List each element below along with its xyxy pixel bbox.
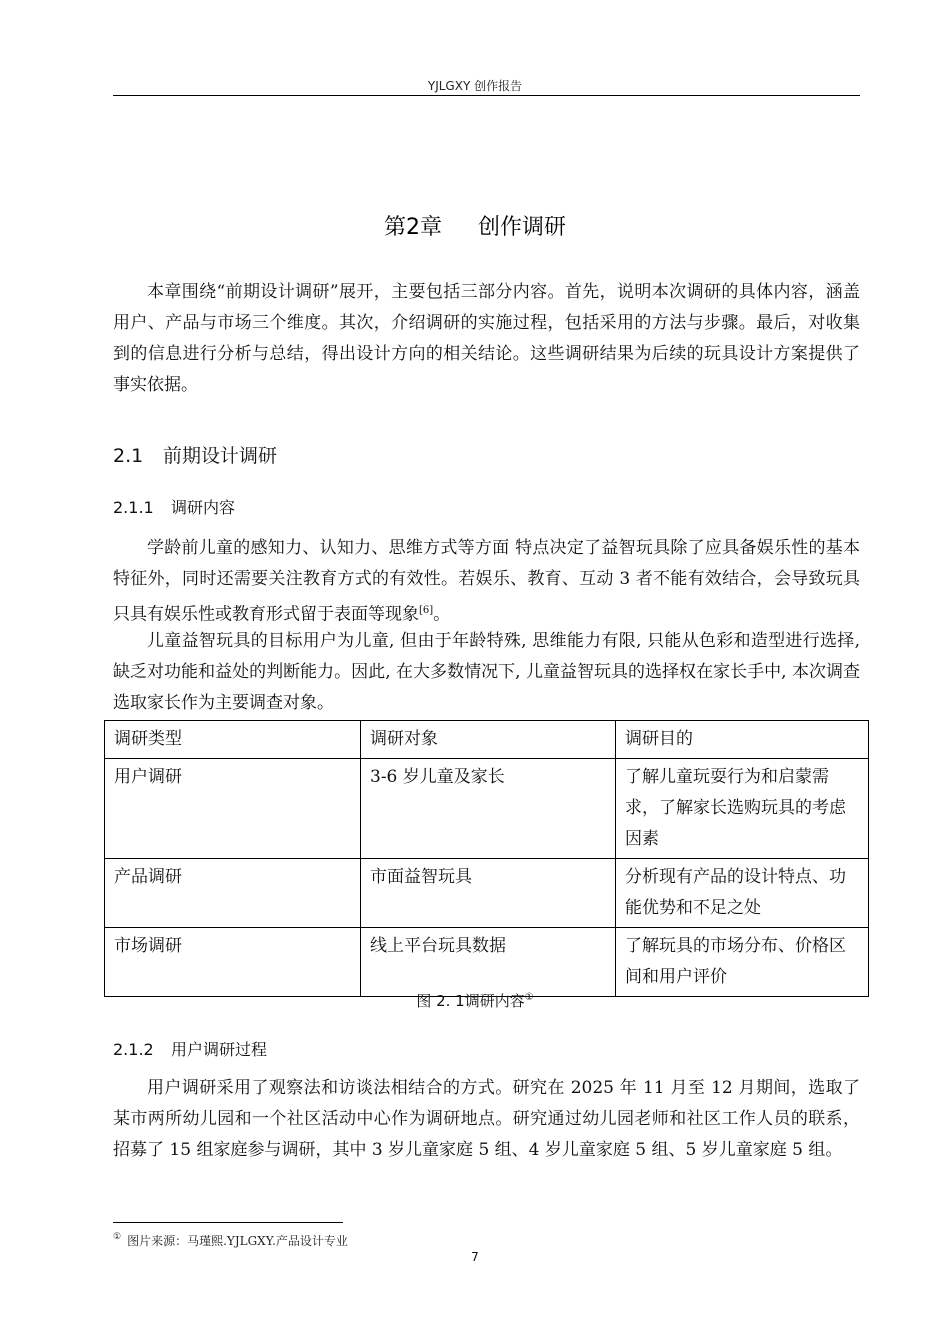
table-cell: 3-6 岁儿童及家长 [361, 759, 616, 859]
caption-text: 图 2. 1调研内容 [416, 992, 525, 1010]
table-header-row [105, 721, 869, 759]
chapter-title [0, 210, 950, 241]
table-cell: 分析现有产品的设计特点、功能优势和不足之处 [616, 859, 869, 928]
table-header-cell: 调研类型 [105, 721, 361, 759]
citation-ref: [6] [419, 605, 434, 616]
section-heading-2-1-1 [113, 495, 235, 518]
footnote-rule [113, 1222, 343, 1223]
table-cell: 市面益智玩具 [361, 859, 616, 928]
footnote-text: 图片来源：马瑾熙.YJLGXY.产品设计专业 [127, 1234, 348, 1248]
page-number: 7 [471, 1250, 479, 1264]
table-row [105, 859, 869, 928]
footnote-ref[interactable]: ① [524, 992, 534, 1003]
paragraph-end: 。 [433, 604, 451, 625]
section-number: 2.1.2 [113, 1040, 154, 1059]
chapter-name: 创作调研 [477, 215, 566, 240]
section-number: 2.1 [113, 445, 144, 467]
footnote-mark: ① [113, 1232, 122, 1242]
section-heading-2-1 [113, 441, 277, 468]
figure-caption [0, 990, 950, 1011]
chapter-number: 第2章 [383, 215, 442, 240]
section-number: 2.1.1 [113, 498, 154, 517]
table-cell: 产品调研 [105, 859, 361, 928]
paragraph-content-1 [113, 533, 860, 631]
table-cell: 线上平台玩具数据 [361, 928, 616, 997]
section-title: 用户调研过程 [171, 1040, 268, 1059]
section-title: 前期设计调研 [163, 445, 278, 467]
table-cell: 了解玩具的市场分布、价格区间和用户评价 [616, 928, 869, 997]
table-header-cell: 调研对象 [361, 721, 616, 759]
table-cell: 了解儿童玩耍行为和启蒙需求，了解家长选购玩具的考虑因素 [616, 759, 869, 859]
section-title: 调研内容 [171, 498, 236, 517]
header-rule [113, 95, 860, 96]
paragraph-text: 学龄前儿童的感知力、认知力、思维方式等方面 特点决定了益智玩具除了应具备娱乐性的基本特征外，同时还需要关注教育方式的有效性。若娱乐、教育、互动 3 者不能有效结合，会导致玩具只具有娱乐性或教育形式留于表面等现象 [113, 538, 860, 625]
research-table [104, 720, 869, 997]
table-row [105, 928, 869, 997]
paragraph-user-research: 用户调研采用了观察法和访谈法相结合的方式。研究在 2025 年 11 月至 12 月期间，选取了某市两所幼儿园和一个社区活动中心作为调研地点。研究通过幼儿园老师和社区工作人员的联系，招募了 15 组家庭参与调研，其中 3 岁儿童家庭 5 组、4 岁儿童家庭 5 组、5 岁儿童家庭 5 组。 [113, 1078, 860, 1160]
table-cell: 用户调研 [105, 759, 361, 859]
page-header: YJLGXY 创作报告 [427, 79, 523, 93]
section-heading-2-1-2 [113, 1037, 267, 1060]
table-row [105, 759, 869, 859]
paragraph-content-2: 儿童益智玩具的目标用户为儿童, 但由于年龄特殊, 思维能力有限, 只能从色彩和造型进行选择, 缺乏对功能和益处的判断能力。因此, 在大多数情况下, 儿童益智玩具的选择权在家长手中, 本次调查选取家长作为主要调查对象。 [113, 631, 860, 713]
chapter-intro: 本章围绕“前期设计调研”展开，主要包括三部分内容。首先，说明本次调研的具体内容，涵盖用户、产品与市场三个维度。其次，介绍调研的实施过程，包括采用的方法与步骤。最后，对收集到的信息进行分析与总结，得出设计方向的相关结论。这些调研结果为后续的玩具设计方案提供了事实依据。 [113, 282, 860, 395]
table-header-cell: 调研目的 [616, 721, 869, 759]
footnote [113, 1232, 348, 1249]
table-cell: 市场调研 [105, 928, 361, 997]
